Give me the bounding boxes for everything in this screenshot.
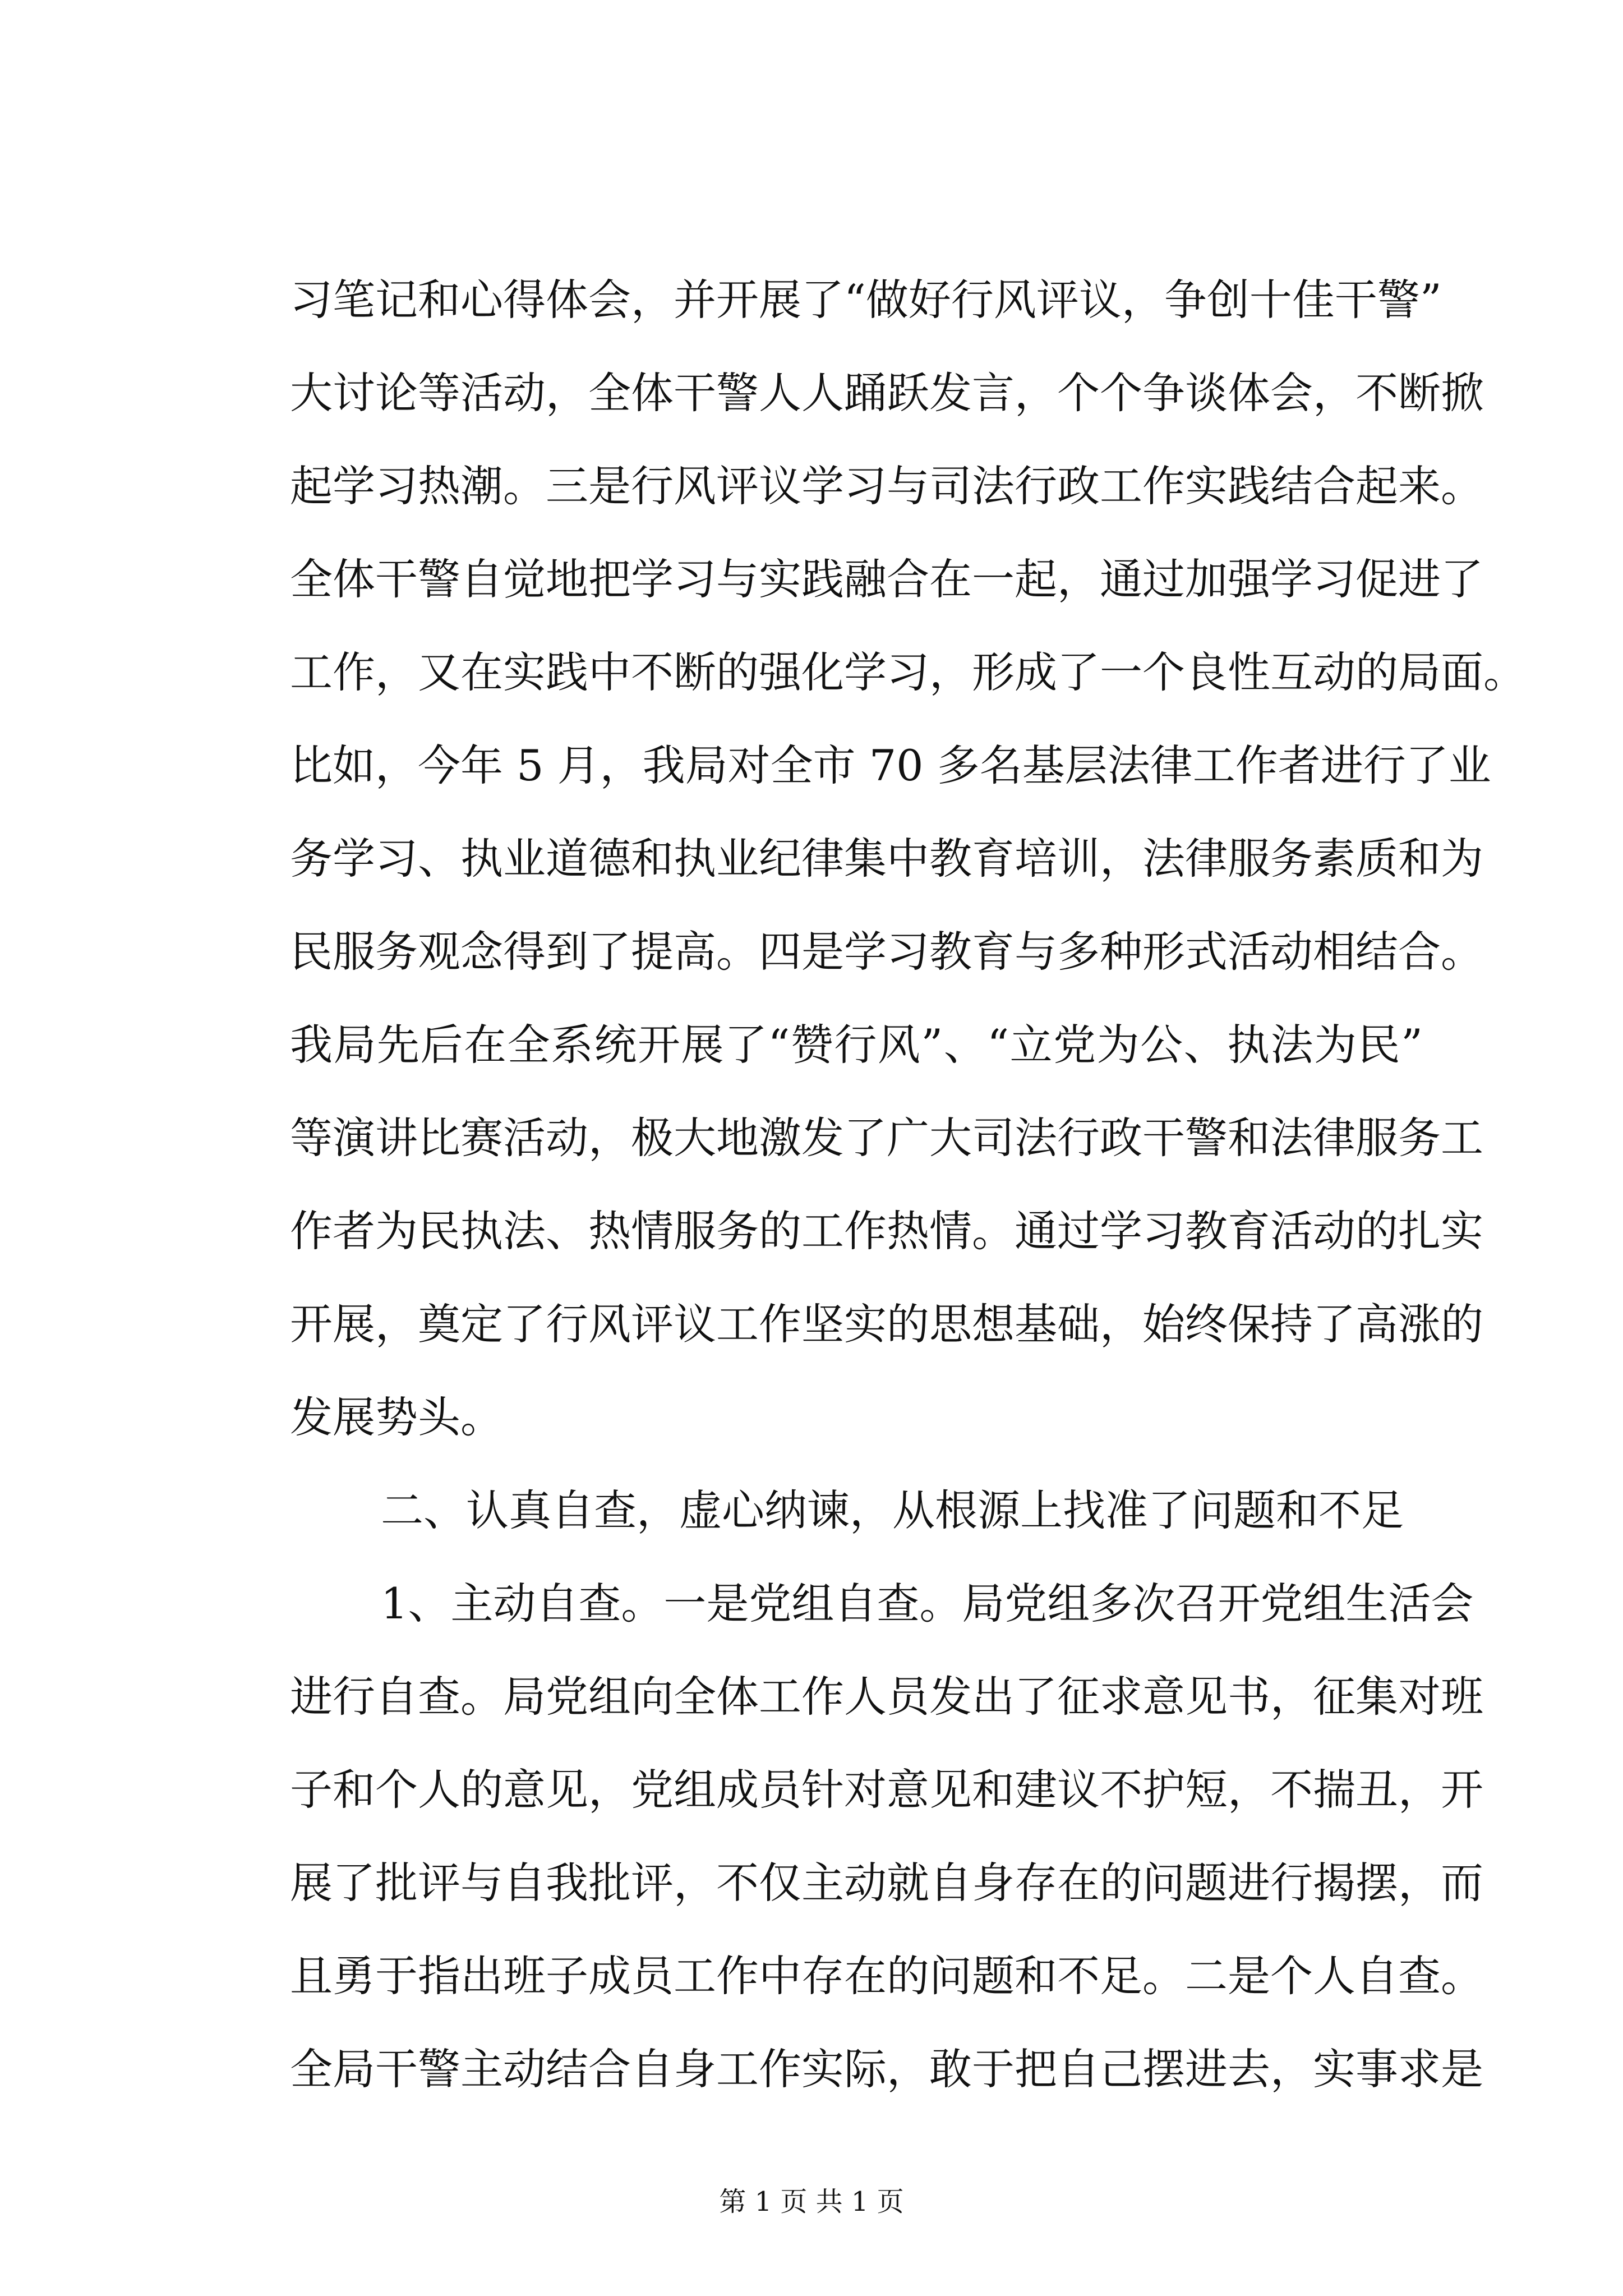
body-line: 展了批评与自我批评，不仅主动就自身存在的问题进行揭摆，而	[290, 1858, 1483, 1908]
body-line: 开展，奠定了行风评议工作坚实的思想基础，始终保持了高涨的	[290, 1299, 1483, 1349]
section-heading: 二、认真自查，虚心纳谏，从根源上找准了问题和不足	[381, 1485, 1404, 1535]
body-line: 全局干警主动结合自身工作实际，敢于把自己摆进去，实事求是	[290, 2044, 1483, 2094]
paragraph-first-line: 1、主动自查。一是党组自查。局党组多次召开党组生活会	[381, 1579, 1474, 1628]
body-line: 工作，又在实践中不断的强化学习，形成了一个良性互动的局面。	[290, 647, 1526, 697]
body-line: 习笔记和心得体会，并开展了“做好行风评议，争创十佳干警”	[290, 275, 1442, 325]
body-line: 民服务观念得到了提高。四是学习教育与多种形式活动相结合。	[290, 927, 1483, 977]
body-line: 比如，今年 5 月，我局对全市 70 多名基层法律工作者进行了业	[290, 740, 1491, 790]
body-line: 全体干警自觉地把学习与实践融合在一起，通过加强学习促进了	[290, 554, 1483, 604]
body-line: 发展势头。	[290, 1392, 503, 1442]
body-line: 起学习热潮。三是行风评议学习与司法行政工作实践结合起来。	[290, 461, 1483, 511]
body-line: 务学习、执业道德和执业纪律集中教育培训，法律服务素质和为	[290, 834, 1483, 884]
body-line: 我局先后在全系统开展了“赞行风”、“立党为公、执法为民”	[290, 1020, 1423, 1070]
body-line: 作者为民执法、热情服务的工作热情。通过学习教育活动的扎实	[290, 1206, 1483, 1256]
body-line: 大讨论等活动，全体干警人人踊跃发言，个个争谈体会，不断掀	[290, 368, 1483, 418]
body-line: 且勇于指出班子成员工作中存在的问题和不足。二是个人自查。	[290, 1951, 1483, 2001]
body-line: 进行自查。局党组向全体工作人员发出了征求意见书，征集对班	[290, 1672, 1483, 1722]
body-line: 等演讲比赛活动，极大地激发了广大司法行政干警和法律服务工	[290, 1113, 1483, 1163]
body-line: 子和个人的意见，党组成员针对意见和建议不护短，不揣丑，开	[290, 1765, 1483, 1815]
page-footer: 第 1 页 共 1 页	[719, 2186, 904, 2217]
